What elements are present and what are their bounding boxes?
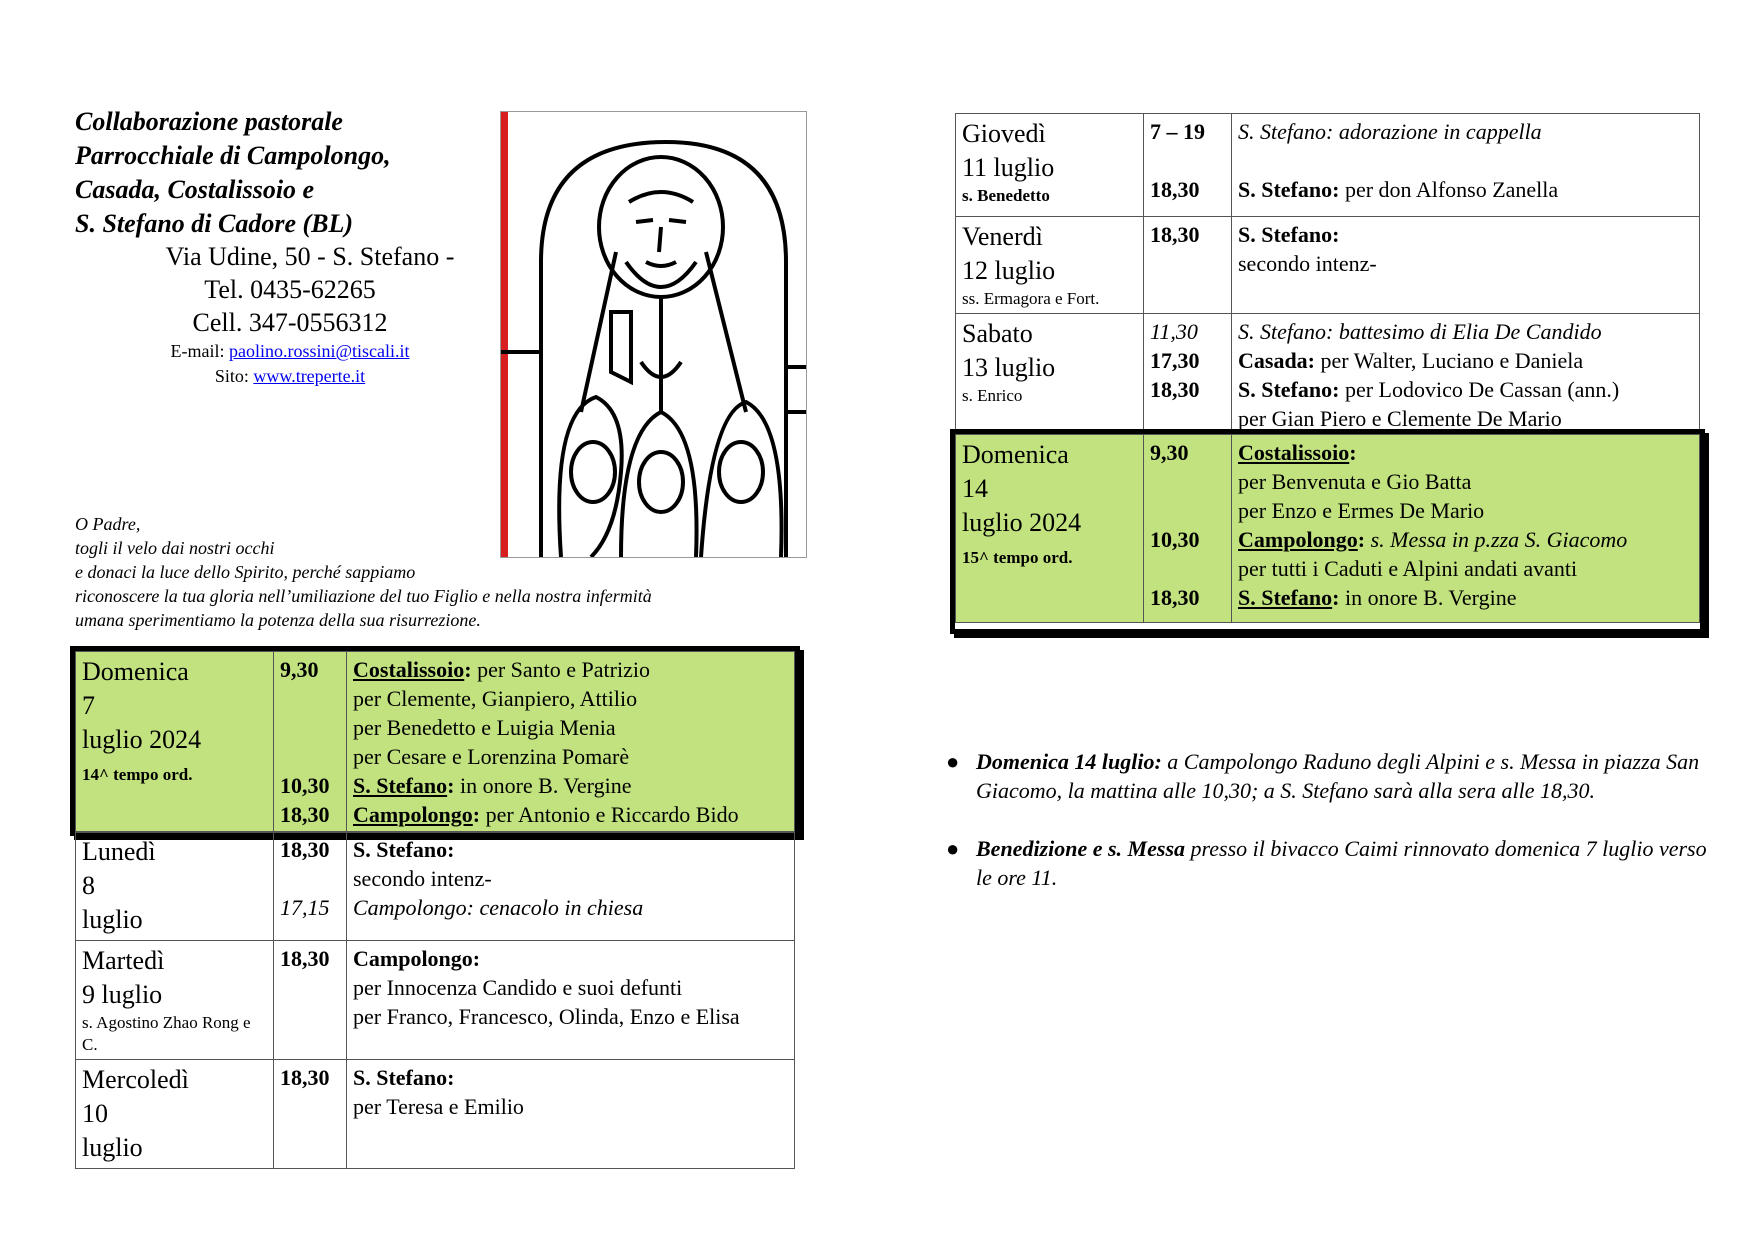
mass-time: 18,30 [1150, 585, 1200, 610]
friday-row [956, 217, 1700, 314]
day-name: Venerdì [962, 222, 1043, 251]
schedule-sunday-7 [75, 651, 795, 833]
intention: per Benedetto e Luigia Menia [353, 715, 616, 740]
day-cell [76, 832, 274, 941]
saint-name: s. Enrico [962, 386, 1023, 405]
mass-time: 18,30 [1150, 377, 1200, 402]
place-name: Casada: [1238, 348, 1316, 373]
place-name: S. Stefano: [353, 837, 455, 862]
event-time: 17,15 [280, 895, 330, 920]
intention: in onore B. Vergine [454, 773, 632, 798]
intention: per Gian Piero e Clemente De Mario [1238, 406, 1562, 431]
day-cell [76, 652, 274, 833]
intention: per Innocenza Candido e suoi defunti [353, 975, 683, 1000]
day-number: 10 [82, 1099, 108, 1128]
intentions-cell [1232, 217, 1700, 314]
time-cell [274, 1060, 347, 1169]
day-cell [76, 941, 274, 1060]
time-cell [1144, 435, 1232, 623]
day-month: luglio [82, 1133, 143, 1162]
notice-title: Domenica 14 luglio: [976, 749, 1162, 774]
day-number: 8 [82, 871, 95, 900]
notices-list [948, 747, 1708, 921]
liturgical-time: 15^ tempo ord. [962, 548, 1073, 567]
intention: per Enzo e Ermes De Mario [1238, 498, 1485, 523]
parish-title [75, 105, 391, 241]
day-date: 11 luglio [962, 153, 1055, 182]
place-name: S. Stefano: [1238, 222, 1340, 247]
jesus-illustration [500, 111, 807, 558]
contact-block [75, 339, 505, 389]
address: Via Udine, 50 - S. Stefano - [165, 242, 455, 271]
jesus-drawing-icon [501, 112, 806, 557]
day-name: Lunedì [82, 837, 156, 866]
day-name: Domenica [962, 440, 1069, 469]
bullet-icon: ● [946, 749, 960, 774]
mass-time: 10,30 [280, 773, 330, 798]
time-cell [1144, 114, 1232, 217]
place-name: S. Stefano: [1238, 177, 1340, 202]
notice-title: Benedizione e s. Messa [976, 836, 1185, 861]
day-date: 12 luglio [962, 256, 1056, 285]
mass-time: 9,30 [1150, 440, 1189, 465]
notice-text: presso il bivacco Caimi rinnovato domenica 7 luglio verso le ore 11. [976, 836, 1707, 890]
event: s. Messa in p.zza S. Giacomo [1365, 527, 1628, 552]
intention: in onore B. Vergine [1339, 585, 1517, 610]
mass-time: 9,30 [280, 657, 319, 682]
time-cell [274, 652, 347, 833]
day-name: Domenica [82, 657, 189, 686]
bullet-icon: ● [946, 836, 960, 861]
notice-item [948, 747, 1708, 805]
schedule-sunday-14 [955, 434, 1700, 623]
place-name: Campolongo: [353, 946, 481, 971]
title-line: S. Stefano di Cadore (BL) [75, 209, 354, 238]
cell-phone: Cell. 347-0556312 [192, 308, 388, 337]
day-cell [956, 314, 1144, 437]
notice-text: a Campolongo Raduno degli Alpini e s. Messa in piazza San Giacomo, la mattina alle 10,30; a S. Stefano sarà alla sera alle 18,30. [976, 749, 1700, 803]
day-date: 9 luglio [82, 980, 163, 1009]
prayer-line: O Padre, [75, 514, 141, 534]
intentions-cell [347, 941, 795, 1060]
day-name: Martedì [82, 946, 165, 975]
time-cell [1144, 314, 1232, 437]
sunday-row [956, 435, 1700, 623]
site-link[interactable]: www.treperte.it [253, 366, 366, 386]
notice-item [948, 834, 1708, 892]
intentions-cell [347, 832, 795, 941]
time-cell [274, 941, 347, 1060]
email-link[interactable]: paolino.rossini@tiscali.it [228, 341, 410, 361]
mass-time: 18,30 [280, 802, 330, 827]
day-cell [76, 1060, 274, 1169]
intention: per Benvenuta e Gio Batta [1238, 469, 1472, 494]
day-cell [956, 114, 1144, 217]
site-label: Sito: [214, 366, 249, 386]
intentions-cell [1232, 114, 1700, 217]
thursday-row [956, 114, 1700, 217]
address-block [75, 240, 505, 339]
day-name: Mercoledì [82, 1065, 189, 1094]
mass-time: 18,30 [280, 946, 330, 971]
day-name: Sabato [962, 319, 1033, 348]
prayer-line: riconoscere la tua gloria nell’umiliazione del tuo Figlio e nella nostra infermità [75, 586, 652, 606]
place-name: Campolongo [1238, 527, 1358, 552]
intention: secondo intenz- [1238, 251, 1377, 276]
intention: per don Alfonso Zanella [1339, 177, 1559, 202]
intentions-cell: Costalissoio: per Benvenuta e Gio Batta per Enzo e Ermes De Mario Campolongo: s. Messa in p.zza S. Giacomo per tutti i Caduti e Alpini andati avanti S. Stefano: in onore B. Vergine [1232, 435, 1700, 623]
saint-name: s. Agostino Zhao Rong e C. [82, 1013, 251, 1054]
prayer-line: umana sperimentiamo la potenza della sua risurrezione. [75, 610, 481, 630]
event-time: 11,30 [1150, 319, 1198, 344]
day-cell [956, 435, 1144, 623]
schedule-weekdays-right [955, 113, 1700, 437]
day-number: 7 [82, 691, 95, 720]
mass-time: 18,30 [1150, 177, 1200, 202]
saint-name: s. Benedetto [962, 186, 1050, 205]
mass-time: 17,30 [1150, 348, 1200, 373]
time-cell [274, 832, 347, 941]
event: S. Stefano: adorazione in cappella [1238, 119, 1542, 144]
schedule-weekdays-left [75, 831, 795, 1169]
prayer-line: e donaci la luce dello Spirito, perché sappiamo [75, 562, 416, 582]
prayer [75, 512, 652, 632]
place-name: S. Stefano [353, 773, 448, 798]
day-name: Giovedì [962, 119, 1046, 148]
intention: per Cesare e Lorenzina Pomarè [353, 744, 630, 769]
event: S. Stefano: battesimo di Elia De Candido [1238, 319, 1602, 344]
intention: per Franco, Francesco, Olinda, Enzo e Elisa [353, 1004, 740, 1029]
intention: per Walter, Luciano e Daniela [1315, 348, 1584, 373]
sunday-row [76, 652, 795, 833]
intention: per Santo e Patrizio [471, 657, 650, 682]
title-line: Casada, Costalissoio e [75, 175, 315, 204]
event: Campolongo: cenacolo in chiesa [353, 895, 644, 920]
saturday-row [956, 314, 1700, 437]
event-time: 7 – 19 [1150, 119, 1205, 144]
day-cell [956, 217, 1144, 314]
intention: per Antonio e Riccardo Bido [480, 802, 739, 827]
phone: Tel. 0435-62265 [204, 275, 376, 304]
email-label: E-mail: [170, 341, 225, 361]
saint-name: ss. Ermagora e Fort. [962, 289, 1100, 308]
day-month: luglio 2024 [82, 725, 202, 754]
mass-time: 18,30 [1150, 222, 1200, 247]
day-number: 14 [962, 474, 988, 503]
intentions-cell [347, 1060, 795, 1169]
place-name: S. Stefano [1238, 585, 1333, 610]
day-month: luglio [82, 905, 143, 934]
mass-time: 18,30 [280, 1065, 330, 1090]
prayer-line: togli il velo dai nostri occhi [75, 538, 275, 558]
intentions-cell: Costalissoio: per Santo e Patrizio per Clemente, Gianpiero, Attilio per Benedetto e Luigia Menia per Cesare e Lorenzina Pomarè S. Stefano: in onore B. Vergine Campolongo: per Antonio e Riccardo Bido [347, 652, 795, 833]
place-name: Costalissoio [353, 657, 465, 682]
title-line: Parrocchiale di Campolongo, [75, 141, 391, 170]
liturgical-time: 14^ tempo ord. [82, 765, 193, 784]
monday-row [76, 832, 795, 941]
wednesday-row [76, 1060, 795, 1169]
title-line: Collaborazione pastorale [75, 107, 343, 136]
place-name: S. Stefano: [1238, 377, 1340, 402]
place-name: Costalissoio [1238, 440, 1350, 465]
mass-time: 18,30 [280, 837, 330, 862]
intention: per tutti i Caduti e Alpini andati avanti [1238, 556, 1578, 581]
mass-time: 10,30 [1150, 527, 1200, 552]
intention: per Lodovico De Cassan (ann.) [1339, 377, 1620, 402]
place-name: S. Stefano: [353, 1065, 455, 1090]
tuesday-row [76, 941, 795, 1060]
intention: secondo intenz- [353, 866, 492, 891]
intention: per Clemente, Gianpiero, Attilio [353, 686, 638, 711]
day-month: luglio 2024 [962, 508, 1082, 537]
time-cell [1144, 217, 1232, 314]
day-date: 13 luglio [962, 353, 1056, 382]
intentions-cell [1232, 314, 1700, 437]
intention: per Teresa e Emilio [353, 1094, 524, 1119]
place-name: Campolongo [353, 802, 473, 827]
